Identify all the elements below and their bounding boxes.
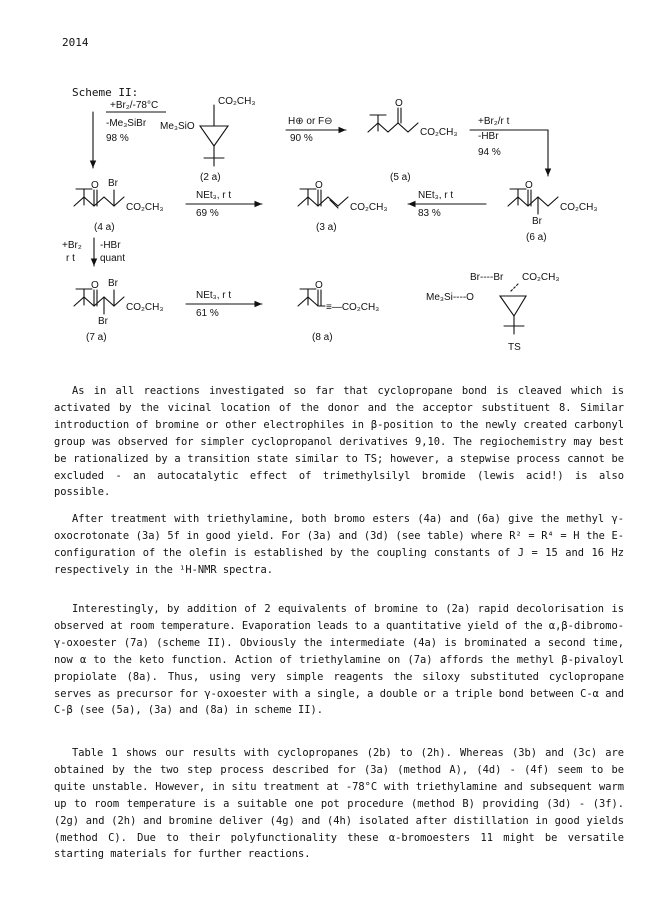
step5-reagent: NEt₃, r t bbox=[418, 190, 454, 201]
ts-label: TS bbox=[508, 342, 521, 353]
c7a-co2ch3: CO₂CH₃ bbox=[126, 302, 164, 313]
page-number: 2014 bbox=[62, 36, 89, 49]
step4-yield: 69 % bbox=[196, 208, 219, 219]
c2a-me3sio: Me₃SiO bbox=[160, 121, 195, 132]
paragraph-1: As in all reactions investigated so far that cyclopropane bond is cleaved which is activated by the vicinal location of the donor and the acceptor substituent 8. Similar introduction of bromine or other electrophiles in β-position to the newly created carbonyl group was observed for simpler cyclopropanol derivatives 9,10. The regiochemistry may best be rationalized by a transition state similar to TS; however, a stepwise process cannot be excluded - an autocatalytic effect of trimethylsilyl bromide (lewis acid!) is also possible. bbox=[54, 385, 624, 499]
step7-yield: 61 % bbox=[196, 308, 219, 319]
step6-side-2: quant bbox=[100, 253, 126, 264]
c4a-br: Br bbox=[108, 178, 118, 189]
step6-reagent-1: +Br₂ bbox=[62, 240, 82, 251]
compound-2a bbox=[200, 105, 228, 166]
paragraph-2: After treatment with triethylamine, both bromo esters (4a) and (6a) give the methyl γ-oxocrotonate (3a) 5f in good yield. For (3a) and (3d) (see table) where R² = R⁴ = H the E-configuration of the olefin is established by the coupling constants of J = 15 and 16 Hz respectively in the ¹H-NMR spectra. bbox=[54, 513, 624, 576]
transition-state bbox=[500, 284, 526, 334]
c6a-o: O bbox=[525, 180, 533, 191]
c4a-co2ch3: CO₂CH₃ bbox=[126, 202, 164, 213]
c8a-o: O bbox=[315, 280, 323, 291]
c7a-label: (7 a) bbox=[86, 332, 107, 343]
c8a-chain: ≡—CO₂CH₃ bbox=[326, 302, 380, 313]
c6a-co2ch3: CO₂CH₃ bbox=[560, 202, 598, 213]
step1-reagent-2: -Me₃SiBr bbox=[106, 118, 147, 129]
c5a-label: (5 a) bbox=[390, 172, 411, 183]
paragraph-4: Table 1 shows our results with cyclopropanes (2b) to (2h). Whereas (3b) and (3c) are obtained by the two step process described for (3a) (method A), (4d) - (4f) seem to be quite unstable. However, in situ treatment at -78°C with triethylamine and subsequent warm up to room temperature is a suitable one pot procedure (method B) providing (3d) - (3f). (2g) and (2h) and bromine deliver (4g) and (4h) isolated after distillation in good yields (method C). Due to their polyfunctionality these α-bromoesters 11 might be versatile starting materials for further reactions. bbox=[54, 747, 624, 861]
step2-reagent: H⊕ or F⊖ bbox=[288, 116, 333, 127]
ts-br: Br----Br bbox=[470, 272, 504, 283]
step1-reagent-1: +Br₂/-78°C bbox=[110, 100, 159, 111]
ts-co2ch3: CO₂CH₃ bbox=[522, 272, 560, 283]
c4a-o: O bbox=[91, 180, 99, 191]
step3-reagent-2: -HBr bbox=[478, 131, 499, 142]
c3a-co2ch3: CO₂CH₃ bbox=[350, 202, 388, 213]
compound-7a bbox=[74, 289, 124, 314]
compound-3a bbox=[298, 189, 348, 208]
ts-me3si: Me₃Si----O bbox=[426, 292, 474, 303]
step5-yield: 83 % bbox=[418, 208, 441, 219]
scheme-label: Scheme II: bbox=[72, 86, 139, 99]
c4a-label: (4 a) bbox=[94, 222, 115, 233]
compound-6a bbox=[508, 189, 558, 214]
compound-4a bbox=[74, 189, 124, 206]
step6-side-1: -HBr bbox=[100, 240, 121, 251]
step3-reagent-1: +Br₂/r t bbox=[478, 116, 510, 127]
c7a-br1: Br bbox=[108, 278, 118, 289]
step6-reagent-2: r t bbox=[66, 253, 75, 264]
step2-yield: 90 % bbox=[290, 133, 313, 144]
c7a-br2: Br bbox=[98, 316, 108, 327]
c8a-label: (8 a) bbox=[312, 332, 333, 343]
step1-yield: 98 % bbox=[106, 133, 129, 144]
c6a-br: Br bbox=[532, 216, 542, 227]
reaction-scheme bbox=[0, 0, 672, 370]
c7a-o: O bbox=[91, 280, 99, 291]
step7-reagent: NEt₃, r t bbox=[196, 290, 232, 301]
paragraph-3: Interestingly, by addition of 2 equivalents of bromine to (2a) rapid decolorisation is observed at room temperature. Evaporation leads to a quantitative yield of the α,β-dibromo-γ-oxoester (7a) (scheme II). Obviously the intermediate (4a) is brominated a second time, now α to the keto function. Action of triethylamine on (7a) affords the methyl β-pivaloyl propiolate (8a). Thus, using very simple reagents the siloxy substituted cyclopropane serves as precursor for γ-oxoester with a single, a double or a triple bond between C-α and C-β (see (5a), (3a) and (8a) in scheme II). bbox=[54, 603, 624, 717]
c5a-o: O bbox=[395, 98, 403, 109]
compound-5a bbox=[368, 108, 418, 132]
c3a-o: O bbox=[315, 180, 323, 191]
c2a-co2ch3: CO₂CH₃ bbox=[218, 96, 256, 107]
c2a-label: (2 a) bbox=[200, 172, 221, 183]
c5a-co2ch3: CO₂CH₃ bbox=[420, 127, 458, 138]
step3-yield: 94 % bbox=[478, 147, 501, 158]
step4-reagent: NEt₃, r t bbox=[196, 190, 232, 201]
c6a-label: (6 a) bbox=[526, 232, 547, 243]
compound-8a bbox=[298, 289, 325, 306]
c3a-label: (3 a) bbox=[316, 222, 337, 233]
